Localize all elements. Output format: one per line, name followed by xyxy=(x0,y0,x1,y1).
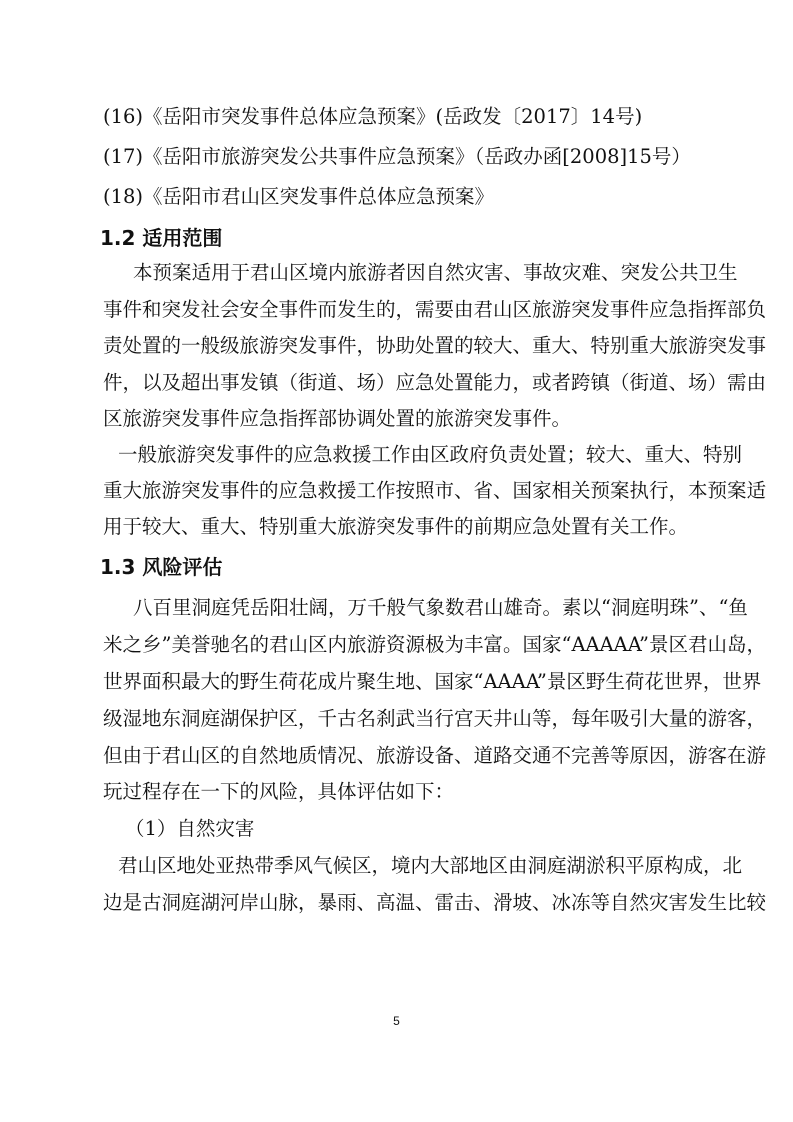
reference-17: (17)《岳阳市旅游突发公共事件应急预案》（岳政办函[2008]15号） xyxy=(103,145,691,168)
reference-18: (18)《岳阳市君山区突发事件总体应急预案》 xyxy=(103,185,495,208)
paragraph-line: 八百里洞庭凭岳阳壮阔，万千般气象数君山雄奇。素以“洞庭明珠”、“鱼 xyxy=(133,596,748,619)
paragraph-line: 级湿地东洞庭湖保护区，千古名刹武当行宫天井山等，每年吸引大量的游客， xyxy=(103,707,767,730)
paragraph-line: 事件和突发社会安全事件而发生的，需要由君山区旅游突发事件应急指挥部负 xyxy=(103,298,767,321)
paragraph-line: 边是古洞庭湖河岸山脉，暴雨、高温、雷击、滑坡、冰冻等自然灾害发生比较 xyxy=(103,891,767,914)
paragraph-line: 区旅游突发事件应急指挥部协调处置的旅游突发事件。 xyxy=(103,407,572,430)
paragraph-line: 本预案适用于君山区境内旅游者因自然灾害、事故灾难、突发公共卫生 xyxy=(133,261,738,284)
subheading-natural-disasters: （1）自然灾害 xyxy=(125,817,255,840)
paragraph-line: 件，以及超出事发镇（街道、场）应急处置能力，或者跨镇（街道、场）需由 xyxy=(103,371,767,394)
paragraph-line: 但由于君山区的自然地质情况、旅游设备、道路交通不完善等原因，游客在游 xyxy=(103,744,767,767)
paragraph-line: 重大旅游突发事件的应急救援工作按照市、省、国家相关预案执行，本预案适 xyxy=(103,479,767,502)
paragraph-line: 用于较大、重大、特别重大旅游突发事件的前期应急处置有关工作。 xyxy=(103,515,689,538)
page-number: 5 xyxy=(393,1014,400,1028)
reference-16: (16)《岳阳市突发事件总体应急预案》(岳政发〔2017〕14号) xyxy=(103,105,643,128)
paragraph-line: 君山区地处亚热带季风气候区，境内大部地区由洞庭湖淤积平原构成，北 xyxy=(118,854,743,877)
paragraph-line: 责处置的一般级旅游突发事件，协助处置的较大、重大、特别重大旅游突发事 xyxy=(103,334,767,357)
paragraph-line: 一般旅游突发事件的应急救援工作由区政府负责处置；较大、重大、特别 xyxy=(118,443,743,466)
section-heading-1-3: 1.3 风险评估 xyxy=(100,555,223,579)
paragraph-line: 玩过程存在一下的风险，具体评估如下： xyxy=(103,780,455,803)
section-heading-1-2: 1.2 适用范围 xyxy=(100,226,223,250)
paragraph-line: 米之乡”美誉驰名的君山区内旅游资源极为丰富。国家“AAAAA”景区君山岛， xyxy=(103,633,766,656)
paragraph-line: 世界面积最大的野生荷花成片聚生地、国家“AAAA”景区野生荷花世界，世界 xyxy=(103,670,762,693)
